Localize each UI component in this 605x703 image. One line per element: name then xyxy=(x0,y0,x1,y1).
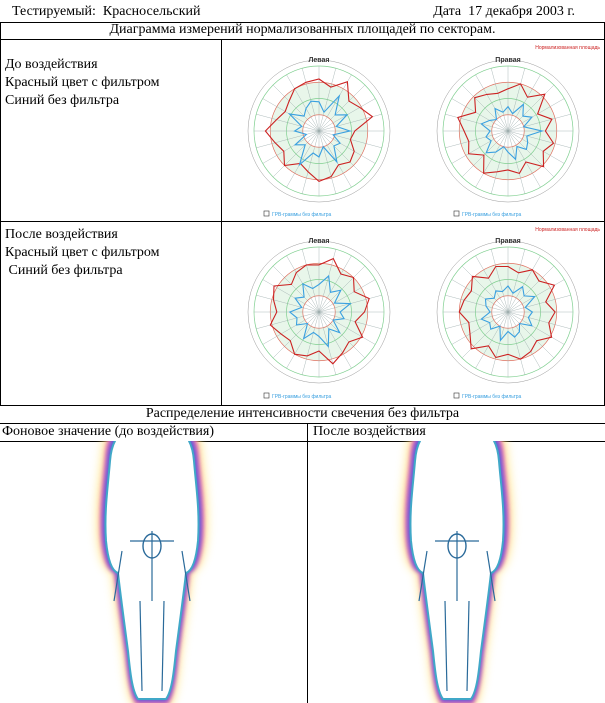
before-line-2: Красный цвет с фильтром xyxy=(5,75,160,90)
section2-title: Распределение интенсивности свечения без фильтра xyxy=(145,406,460,421)
section1-title: Диаграмма измерений нормализованных площадей по секторам. xyxy=(109,22,496,37)
after-line-2: Красный цвет с фильтром xyxy=(5,245,160,260)
subject-name: Красносельский xyxy=(102,4,201,19)
bottom-left-label: Фоновое значение (до воздействия) xyxy=(2,424,215,439)
radar-chart xyxy=(248,57,390,202)
radar-title: Левая xyxy=(308,57,330,64)
aura-images xyxy=(0,441,605,703)
legend-checkbox xyxy=(454,393,459,398)
aura-figure xyxy=(402,441,512,703)
radar-chart xyxy=(437,238,579,383)
blue-series-legend: ГРВ-граммы без фильтра xyxy=(272,212,332,218)
bottom-right-label: После воздействия xyxy=(313,424,426,439)
norm-area-legend: Нормализованная площадь xyxy=(535,45,600,51)
blue-series-legend: ГРВ-граммы без фильтра xyxy=(272,394,332,400)
blue-series-legend: ГРВ-граммы без фильтра xyxy=(462,394,522,400)
legend-checkbox xyxy=(264,393,269,398)
after-line-3: Синий без фильтра xyxy=(5,263,123,278)
radar-title: Правая xyxy=(495,57,521,64)
date-value: 17 декабря 2003 г. xyxy=(468,4,575,19)
after-line-1: После воздействия xyxy=(5,227,118,242)
norm-area-legend: Нормализованная площадь xyxy=(535,227,600,233)
blue-series-legend: ГРВ-граммы без фильтра xyxy=(462,212,522,218)
before-line-1: До воздействия xyxy=(5,57,98,72)
legend-checkbox xyxy=(454,211,459,216)
radar-chart xyxy=(437,57,579,202)
radar-title: Правая xyxy=(495,238,521,245)
radar-chart xyxy=(248,238,390,383)
radar-title: Левая xyxy=(308,238,330,245)
subject-label: Тестируемый: xyxy=(12,4,96,19)
legend-checkbox xyxy=(264,211,269,216)
date-label: Дата xyxy=(433,4,462,19)
aura-figure xyxy=(97,441,207,703)
before-line-3: Синий без фильтра xyxy=(5,93,120,108)
